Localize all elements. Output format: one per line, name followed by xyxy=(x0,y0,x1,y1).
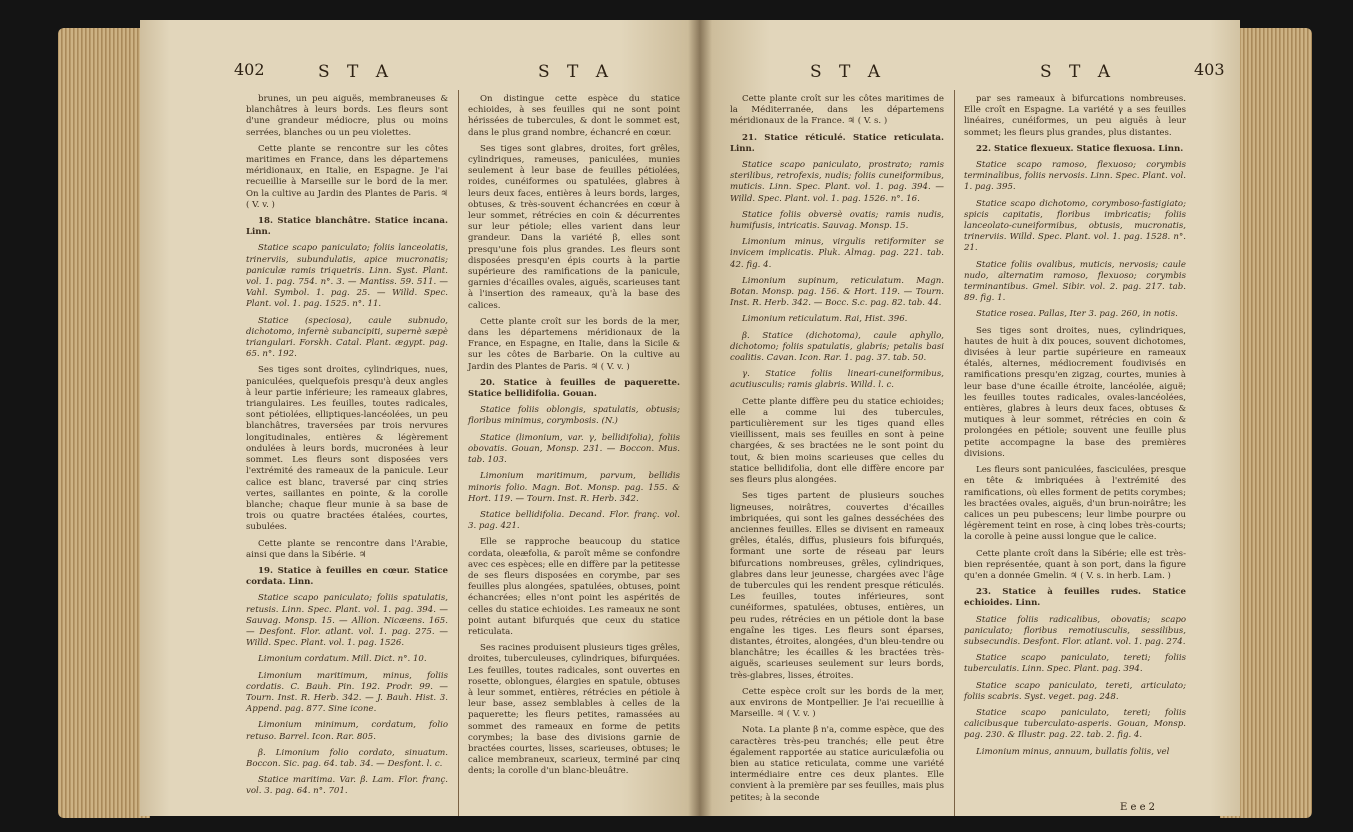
citation: Statice scapo dichotomo, corymboso-fastigiato; spicis capitatis, floribus imbricatis; foliis lanceolato-cuneiformibus, obtusis, mucronatis, trinerviis. Willd. Spec. Plant. vol. 1. pag. 1528. n°. 21. xyxy=(964,198,1186,254)
citation: Statice (speciosa), caule subnudo, dichotomo, infernè subancipiti, supernè sæpè triangulari. Forskh. Catal. Plant. ægypt. pag. 65. n°. 192. xyxy=(246,315,448,360)
page-number: 402 xyxy=(234,60,265,79)
citation: Limonium cordatum. Mill. Dict. n°. 10. xyxy=(258,654,427,665)
citation: Limonium minus, virgulis retiformiter se invicem implicatis. Pluk. Almag. pag. 221. tab. 42. fig. 4. xyxy=(730,237,944,270)
citation: Statice scapo paniculato, prostrato; ramis sterilibus, retrofexis, nudis; foliis cuneiformibus, muticis. Linn. Spec. Plant. vol. 1. pag. 394. — Willd. Spec. Plant. vol. 1. pag. 1526. n°. 16. xyxy=(730,160,944,204)
text-column-2 xyxy=(964,94,1186,763)
running-head-left: S T A xyxy=(318,62,395,82)
column-rule xyxy=(458,90,459,816)
running-head-left: S T A xyxy=(810,62,887,82)
entry-heading: 19. Statice à feuilles en cœur. Statice cordata. Linn. xyxy=(246,565,448,588)
paragraph: Cette plante croît sur les bords de la mer, dans les départemens méridionaux de la France, en Espagne, en Italie, dans la Sicile & sur les côtes de Barbarie. On la cultive au Jardin des Plantes de Paris. ♃ ( V. v. ) xyxy=(468,316,680,372)
citation: Statice bellidifolia. Decand. Flor. franç. vol. 3. pag. 421. xyxy=(468,509,680,532)
paragraph: Nota. La plante β n'a, comme espèce, que des caractères très-peu tranchés; elle peut être également rapportée au statice auriculæfolia ou bien au statice reticulata, comme une variété intermédiaire entre ces deux plantes. Elle convient à la première par ses feuilles, mais plus petites; à la seconde xyxy=(730,725,944,803)
entry-heading: 20. Statice à feuilles de paquerette. Statice bellidifolia. Gouan. xyxy=(468,377,680,400)
citation: Limonium maritimum, parvum, bellidis minoris folio. Magn. Bot. Monsp. pag. 155. & Hort. 119. — Tourn. Inst. R. Herb. 342. xyxy=(468,471,680,504)
citation: Limonium minus, annuum, bullatis foliis, vel xyxy=(976,746,1170,757)
citation: Statice scapo paniculato; foliis lanceolatis, trinerviis, subundulatis, apice mucronatis; paniculæ ramis triquetris. Linn. Syst. Plant. vol. 1. pag. 754. n°. 3. — Mantiss. 59. 511. — Vahl. Symbol. 1. pag. 25. — Willd. Spec. Plant. vol. 1. pag. 1525. n°. 11. xyxy=(246,243,448,310)
left-page xyxy=(140,20,700,816)
citation: Statice foliis obversè ovatis; ramis nudis, humifusis, intricatis. Sauvag. Monsp. 15. xyxy=(730,209,944,232)
citation: Statice foliis oblongis, spatulatis, obtusis; floribus minimus, corymbosis. (N.) xyxy=(468,405,680,427)
paragraph: brunes, un peu aiguës, membraneuses & blanchâtres à leurs bords. Les fleurs sont d'une grandeur médiocre, plus ou moins serrées, blanches ou un peu violettes. xyxy=(246,94,448,138)
paragraph: Ses tiges partent de plusieurs souches ligneuses, noirâtres, couvertes d'écailles imbriquées, qui sont les gaînes desséchées des anciennes feuilles. Elles se divisent en rameaux grêles, étalés, diffus, plusieurs fois bifurqués, formant une sorte de réseau par leurs bifurcations nombreuses, grêles, cylindriques, glabres dans leur jeunesse, chargées avec l'âge de tubercules qui les rendent presque réticulés. Les feuilles, toutes inférieures, sont cunéiformes, spatulées, obtuses, entières, un peu rudes, rétrécies en un pétiole dont la base engaîne les tiges. Les fleurs sont éparses, distantes, étroites, alongées, d'un bleu-tendre ou blanchâtre; les écailles & les bractées très-aiguës, scarieuses seulement sur leurs bords, très-glabres, lisses, étroites. xyxy=(730,491,944,681)
book-gutter xyxy=(688,20,712,816)
paragraph: Cette plante se rencontre dans l'Arabie, ainsi que dans la Sibérie. ♃ xyxy=(246,538,448,560)
paragraph: Les fleurs sont paniculées, fasciculées, presque en tête & imbriquées à l'extrémité des ramifications, où elles forment de petits corymbes; les bractées ovales, aiguës, d'un brun-noirâtre; les calices un peu pubescens; leur limbe pourpre ou légèrement teint en rose, à cinq lobes très-courts; la corolle à peine aussi longue que le calice. xyxy=(964,465,1186,543)
citation: γ. Statice foliis lineari-cuneiformibus, acutiusculis; ramis glabris. Willd. l. c. xyxy=(730,369,944,391)
entry-heading: 21. Statice réticulé. Statice reticulata. Linn. xyxy=(730,132,944,154)
paragraph: Ses racines produisent plusieurs tiges grêles, droites, tuberculeuses, cylindriques, bifurquées. Les feuilles, toutes radicales, sont ouvertes en rosette, oblongues, élargies en spatule, obtuses à leur sommet, entières, rétrécies en pétiole à leur base, assez semblables à celles de la paquerette; les fleurs petites, ramassées au sommet des rameaux en forme de petits corymbes; la base des divisions garnie de bractées courtes, lisses, scarieuses, obtuses; le calice membraneux, scarieux, terminé par cinq dents; la corolle d'un blanc-bleuâtre. xyxy=(468,643,680,777)
text-column-2 xyxy=(468,94,680,783)
citation: Limonium supinum, reticulatum. Magn. Botan. Monsp. pag. 156. & Hort. 119. — Tourn. Inst. R. Herb. 342. — Bocc. S.c. pag. 82. tab. 44. xyxy=(730,275,944,309)
running-head-right: S T A xyxy=(538,62,615,82)
entry-heading: 22. Statice flexueux. Statice flexuosa. Linn. xyxy=(976,143,1184,154)
right-page xyxy=(700,20,1240,816)
paragraph: Ses tiges sont droites, cylindriques, nues, paniculées, quelquefois presqu'à deux angles à leur partie inférieure; les rameaux glabres, triangulaires. Les feuilles, toutes radicales, sont pétiolées, elliptiques-lancéolées, un peu blanchâtres, traversées par trois nervures longitudinales, entières & légèrement ondulées à leurs bords, mucronées à leur sommet. Les fleurs sont disposées vers l'extrémité des rameaux de la panicule. Leur calice est blanc, traversé par cinq stries vertes, saillantes en pointe, & la corolle blanche; chaque fleur munie à sa base de trois ou quatre bractées étalées, courtes, subulées. xyxy=(246,365,448,533)
column-rule xyxy=(954,90,955,816)
paragraph: Ses tiges sont glabres, droites, fort grêles, cylindriques, rameuses, paniculées, munies seulement à leur base de feuilles pétiolées, roides, cunéiformes ou spatulées, glabres à leurs deux faces, entières à leurs bords, larges, obtuses, & très-souvent échancrées en cœur à leur sommet, rétrécies en coin & décurrentes sur leur pétiole; elles varient dans leur grandeur. Dans la variété β, elles sont presqu'une fois plus grandes. Les fleurs sont disposées presqu'en épis courts à la partie supérieure des ramifications de la panicule, garnies d'écailles ovales, aiguës, scarieuses tant à l'insertion des rameaux, qu'à la base des calices. xyxy=(468,143,680,311)
paragraph: Cette plante se rencontre sur les côtes maritimes en France, dans les départemens méridionaux, en Italie, en Espagne. Je l'ai recueillie à Marseille sur le bord de la mer. On la cultive au Jardin des Plantes de Paris. ♃ ( V. v. ) xyxy=(246,143,448,210)
citation: Statice maritima. Var. β. Lam. Flor. franç. vol. 3. pag. 64. n°. 701. xyxy=(246,775,448,797)
page-number: 403 xyxy=(1194,60,1225,79)
text-column-1 xyxy=(730,94,944,809)
entry-heading: 18. Statice blanchâtre. Statice incana. Linn. xyxy=(246,216,448,238)
running-head-right: S T A xyxy=(1040,62,1117,82)
paragraph: Elle se rapproche beaucoup du statice cordata, oleæfolia, & paroît même se confondre avec ces espèces; elle en diffère par la petitesse de ses fleurs disposées en corymbe, par ses feuilles plus alongées, spatulées, obtuses, point échancrées; elles n'ont point les aspérités de celles du statice echioides. Les rameaux ne sont point autant bifurqués que ceux du statice reticulata. xyxy=(468,537,680,637)
citation: Limonium reticulatum. Rai, Hist. 396. xyxy=(742,314,908,325)
citation: Statice scapo ramoso, flexuoso; corymbis terminalibus, foliis nervosis. Linn. Spec. Plant. vol. 1. pag. 395. xyxy=(964,160,1186,193)
paragraph: Ses tiges sont droites, nues, cylindriques, hautes de huit à dix pouces, souvent dichotomes, divisées à leur partie supérieure en rameaux étalés, alternes, médiocrement foudivisés en ramifications presqu'en zigzag, courtes, munies à leur base d'une écaille étroite, lancéolée, aiguë; les feuilles toutes radicales, ovales-lancéolées, entières, glabres à leurs deux faces, obtuses & mutiques à leur sommet, rétrécies en coin & prolongées en pétiole; souvent une feuille plus petite accompagne la base des premières divisions. xyxy=(964,325,1186,459)
citation: Statice (limonium, var. γ, bellidifolia), foliis obovatis. Gouan, Monsp. 231. — Boccon. Mus. tab. 103. xyxy=(468,432,680,466)
citation: Statice foliis radicalibus, obovatis; scapo paniculato; floribus remotiusculis, sessilibus, subsecundis. Desfont. Flor. atlant. vol. 1. pag. 274. xyxy=(964,614,1186,647)
paragraph: Cette plante croît dans la Sibérie; elle est très-bien représentée, quant à son port, dans la figure qu'en a donnée Gmelin. ♃ ( V. s. in herb. Lam. ) xyxy=(964,548,1186,581)
citation: Statice scapo paniculato, tereti; foliis tuberculatis. Linn. Spec. Plant. pag. 394. xyxy=(964,653,1186,675)
text-column-1 xyxy=(246,94,448,803)
paragraph: par ses rameaux à bifurcations nombreuses. Elle croît en Espagne. La variété γ a ses feuilles linéaires, cunéiformes, un peu aiguës à leur sommet; les fleurs plus grandes, plus distantes. xyxy=(964,94,1186,138)
citation: Statice foliis ovalibus, muticis, nervosis; caule nudo, alternatim ramoso, flexuoso; corymbis terminantibus. Gmel. Sibir. vol. 2. pag. 217. tab. 89. fig. 1. xyxy=(964,259,1186,304)
citation: Statice scapo paniculato; foliis spatulatis, retusis. Linn. Spec. Plant. vol. 1. pag. 394. — Sauvag. Monsp. 15. — Allion. Nicæens. 165. — Desfont. Flor. atlant. vol. 1. pag. 275. — Willd. Spec. Plant. vol. 1. pag. 1526. xyxy=(246,593,448,649)
paragraph: Cette plante diffère peu du statice echioides; elle a comme lui des tubercules, particulièrement sur les tiges quand elles vieillissent, mais ses feuilles en sont à peine chargées, & ses bractées ne le sont point du tout, & bien moins scarieuses que celles du statice bellidifolia, dont elle diffère encore par ses fleurs plus alongées. xyxy=(730,396,944,486)
citation: Statice scapo paniculato, tereti; foliis calicibusque tuberculato-asperis. Gouan, Monsp. pag. 230. & Illustr. pag. 22. tab. 2. fig. 4. xyxy=(964,707,1186,741)
signature-mark: E e e 2 xyxy=(1120,802,1156,813)
citation: β. Limonium folio cordato, sinuatum. Boccon. Sic. pag. 64. tab. 34. — Desfont. l. c. xyxy=(246,747,448,769)
paragraph: Cette espèce croît sur les bords de la mer, aux environs de Montpellier. Je l'ai recueillie à Marseille. ♃ ( V. v. ) xyxy=(730,686,944,720)
citation: β. Statice (dichotoma), caule aphyllo, dichotomo; foliis spatulatis, glabris; petalis basi coalitis. Cavan. Icon. Rar. 1. pag. 37. tab. 50. xyxy=(730,330,944,364)
book-fore-edge-left xyxy=(58,28,150,818)
entry-heading: 23. Statice à feuilles rudes. Statice echioides. Linn. xyxy=(964,587,1186,609)
citation: Statice rosea. Pallas, Iter 3. pag. 260, in notis. xyxy=(976,309,1178,320)
paragraph: Cette plante croît sur les côtes maritimes de la Méditerranée, dans les départemens méridionaux de la France. ♃ ( V. s. ) xyxy=(730,94,944,127)
citation: Limonium maritimum, minus, foliis cordatis. C. Bauh. Pin. 192. Prodr. 99. — Tourn. Inst. R. Herb. 342. — J. Bauh. Hist. 3. Append. pag. 877. Sine icone. xyxy=(246,670,448,715)
paragraph: On distingue cette espèce du statice echioides, à ses feuilles qui ne sont point hérissées de tubercules, & dont le sommet est, dans le plus grand nombre, échancré en cœur. xyxy=(468,94,680,138)
citation: Limonium minimum, cordatum, folio retuso. Barrel. Icon. Rar. 805. xyxy=(246,720,448,742)
citation: Statice scapo paniculato, tereti, articulato; foliis scabris. Syst. veget. pag. 248. xyxy=(964,680,1186,702)
